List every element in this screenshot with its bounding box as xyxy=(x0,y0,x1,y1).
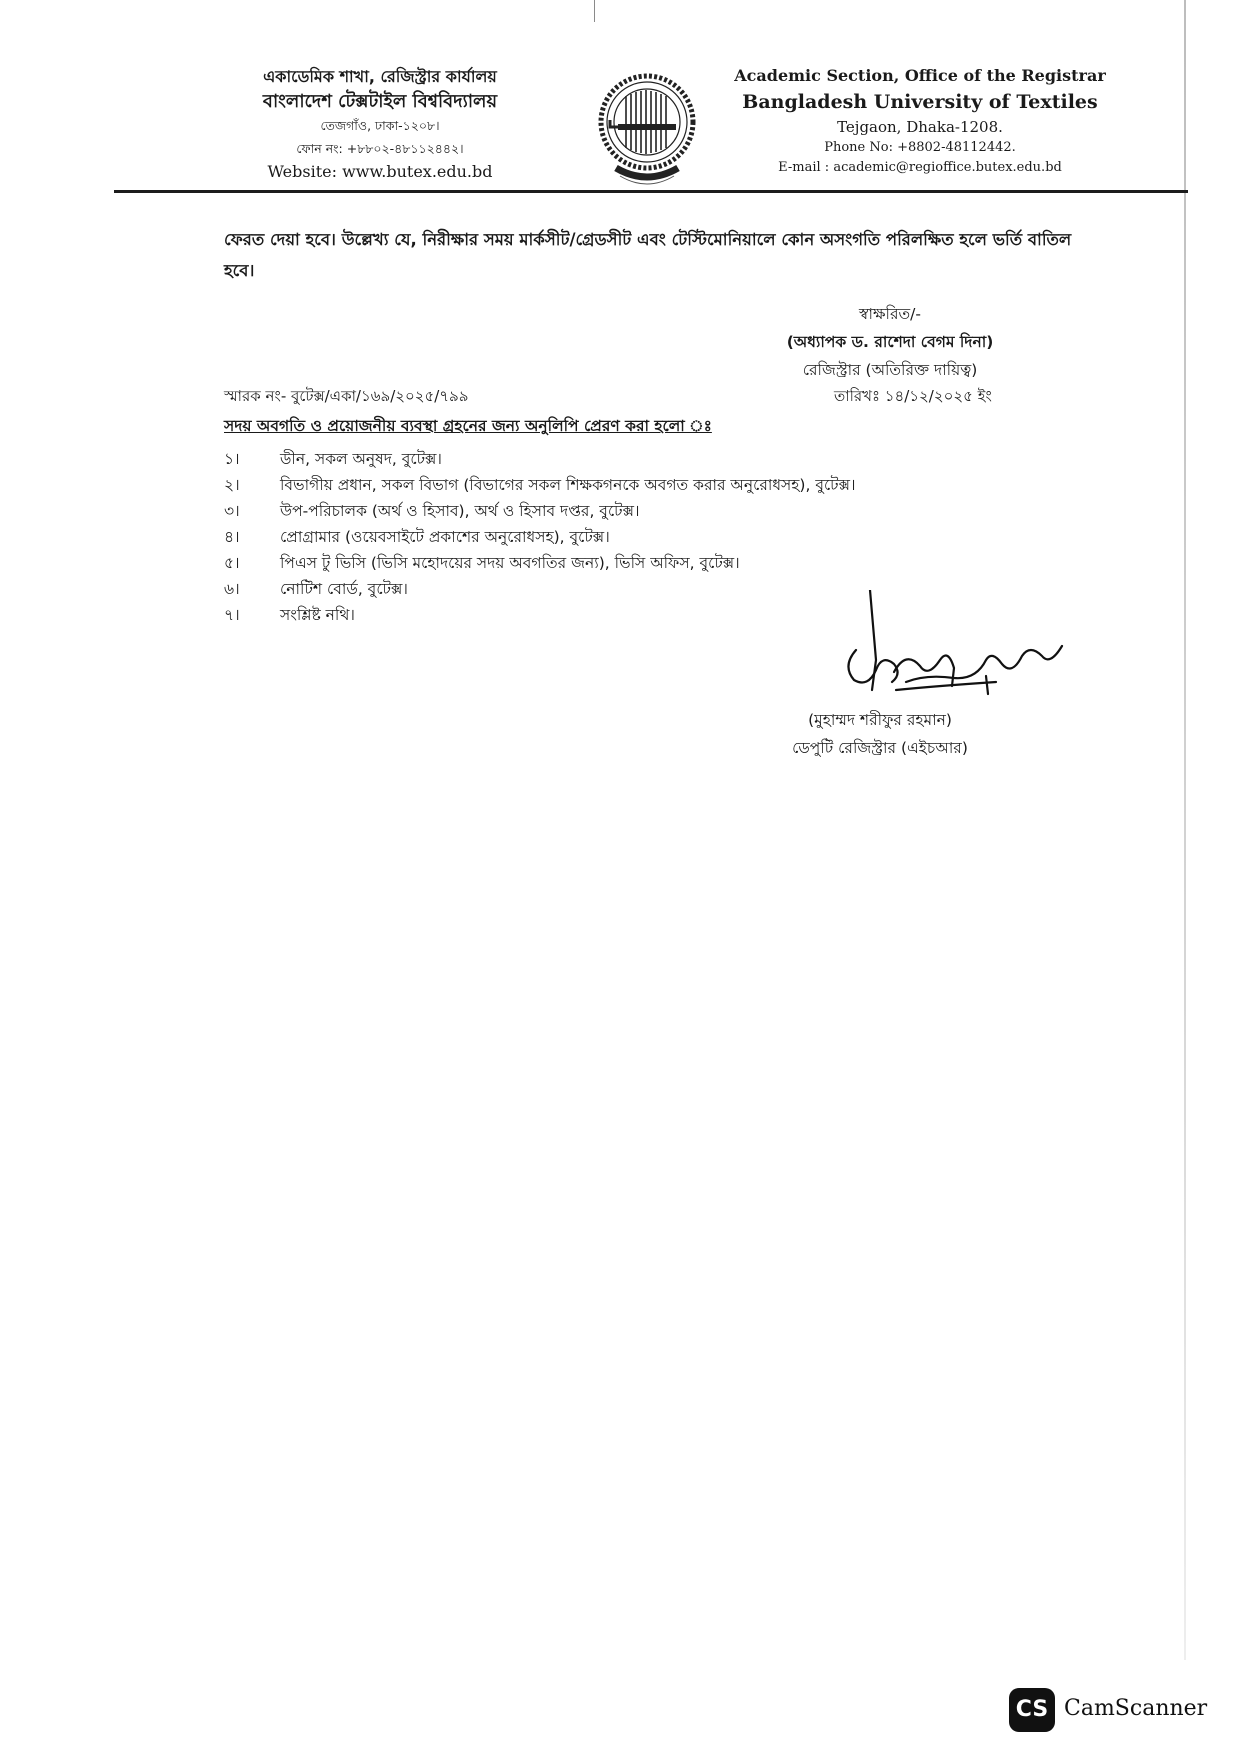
list-item xyxy=(224,550,984,576)
deputy-registrar-title: ডেপুটি রেজিস্ট্রার (এইচআর) xyxy=(792,739,968,757)
list-item xyxy=(224,524,984,550)
header-bangla xyxy=(200,64,560,184)
registrar-title: রেজিস্ট্রার (অতিরিক্ত দায়িত্ব) xyxy=(802,361,978,379)
distribution-heading: সদয় অবগতি ও প্রয়োজনীয় ব্যবস্থা গ্রহনের জন্য অনুলিপি প্রেরণ করা হলো ঃ xyxy=(224,417,712,435)
header-divider xyxy=(114,190,1188,193)
signed-mark: স্বাক্ষরিত/- xyxy=(859,305,921,323)
list-item-number: ৪। xyxy=(224,528,240,546)
header-en-university: Bangladesh University of Textiles xyxy=(742,91,1098,113)
list-item-text: উপ-পরিচালক (অর্থ ও হিসাব), অর্থ ও হিসাব দপ্তর, বুটেক্স। xyxy=(280,502,640,520)
list-item xyxy=(224,498,984,524)
scan-page-edge xyxy=(1184,0,1186,1660)
registrar-name: (অধ্যাপক ড. রাশেদা বেগম দিনা) xyxy=(786,333,994,351)
list-item-number: ২। xyxy=(224,476,240,494)
scan-top-mark xyxy=(594,0,595,22)
list-item-text: নোটিশ বোর্ড, বুটেক্স। xyxy=(280,580,408,598)
header-bn-address: তেজগাঁও, ঢাকা-১২০৮। xyxy=(320,118,440,133)
header-bn-university: বাংলাদেশ টেক্সটাইল বিশ্ববিদ্যালয় xyxy=(262,91,498,112)
header-en-phone: Phone No: +8802-48112442. xyxy=(824,140,1016,155)
list-item-text: প্রোগ্রামার (ওয়েবসাইটে প্রকাশের অনুরোধসহ), বুটেক্স। xyxy=(280,528,610,546)
header-bn-phone: ফোন নং: +৮৮০২-৪৮১১২৪৪২। xyxy=(296,141,464,156)
memo-date: তারিখঃ ১৪/১২/২০২৫ ইং xyxy=(834,387,992,405)
camscanner-logo-icon: CS xyxy=(1009,1688,1055,1732)
header-en-section: Academic Section, Office of the Registrar xyxy=(734,66,1106,85)
list-item-number: ৬। xyxy=(224,580,240,598)
camscanner-watermark: CamScanner xyxy=(1064,1696,1208,1721)
list-item-text: বিভাগীয় প্রধান, সকল বিভাগ (বিভাগের সকল শিক্ষকগনকে অবগত করার অনুরোধসহ), বুটেক্স। xyxy=(280,476,856,494)
list-item-number: ১। xyxy=(224,450,240,468)
header-en-email: E-mail : academic@regioffice.butex.edu.bd xyxy=(778,160,1062,175)
deputy-registrar-name: (মুহাম্মদ শরীফুর রহমান) xyxy=(808,711,952,729)
handwritten-signature xyxy=(836,590,1066,715)
list-item-text: পিএস টু ভিসি (ভিসি মহোদয়ের সদয় অবগতির জন্য), ভিসি অফিস, বুটেক্স। xyxy=(280,554,740,572)
list-item-number: ৭। xyxy=(224,606,240,624)
notice-paragraph: ফেরত দেয়া হবে। উল্লেখ্য যে, নিরীক্ষার সময় মার্কসীট/গ্রেডসীট এবং টেস্টিমোনিয়ালে কোন অসংগতি পরিলক্ষিত হলে ভর্তি বাতিল হবে। xyxy=(224,230,1072,280)
list-item xyxy=(224,472,984,498)
list-item-number: ৩। xyxy=(224,502,240,520)
list-item-text: সংশ্লিষ্ট নথি। xyxy=(280,606,355,624)
memo-number: স্মারক নং- বুটেক্স/একা/১৬৯/২০২৫/৭৯৯ xyxy=(224,387,469,405)
signatory-registrar xyxy=(740,300,1040,384)
signatory-deputy-registrar xyxy=(760,706,1000,762)
list-item xyxy=(224,446,984,472)
university-seal-icon xyxy=(596,70,698,190)
list-item-text: ডীন, সকল অনুষদ, বুটেক্স। xyxy=(280,450,442,468)
header-en-address: Tejgaon, Dhaka-1208. xyxy=(837,118,1003,136)
header-english xyxy=(720,64,1120,178)
list-item-number: ৫। xyxy=(224,554,240,572)
header-bn-website: Website: www.butex.edu.bd xyxy=(267,162,493,181)
header-bn-section: একাডেমিক শাখা, রেজিস্ট্রার কার্যালয় xyxy=(263,67,497,86)
